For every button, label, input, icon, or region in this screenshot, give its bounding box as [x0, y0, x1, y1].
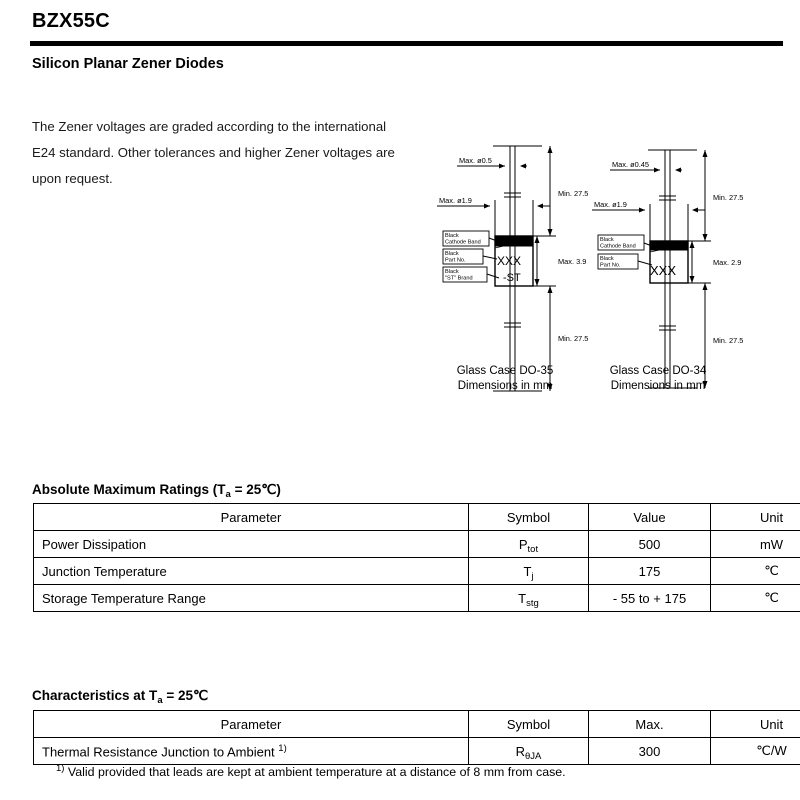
do34-caption-line1: Glass Case DO-34 [609, 365, 707, 377]
table-row [34, 738, 800, 765]
page-title: BZX55C [32, 10, 110, 32]
amr-heading-subscript: a [225, 489, 231, 500]
cell-parameter-footnote-marker: 1) [278, 742, 287, 754]
column-header-parameter: Parameter [34, 711, 469, 738]
page-subtitle: Silicon Planar Zener Diodes [32, 56, 224, 72]
cell-symbol [469, 558, 589, 585]
symbol-subscript: tot [527, 543, 539, 555]
do35-body-length-label: Max. 3.9 [558, 257, 587, 266]
column-header-max: Max. [589, 711, 711, 738]
char-heading-pre: Characteristics at T [32, 688, 158, 703]
symbol-base: T [523, 563, 532, 579]
column-header-parameter: Parameter [34, 504, 469, 531]
do35-body-marking-primary: XXX [497, 254, 522, 268]
cell-symbol [469, 585, 589, 612]
column-header-unit: Unit [711, 504, 800, 531]
do35-caption [425, 364, 585, 394]
do35-caption-line1: Glass Case DO-35 [456, 365, 554, 377]
do34-caption [578, 364, 738, 394]
cell-unit: ℃ [711, 558, 800, 585]
footnote [56, 763, 566, 779]
do34-callout-partno-line1: Black [600, 256, 614, 262]
table-row [34, 558, 800, 585]
amr-heading-pre: Absolute Maximum Ratings (T [32, 482, 226, 497]
table-header-row [34, 711, 800, 738]
footnote-text: Valid provided that leads are kept at ambient temperature at a distance of 8 mm from case. [64, 765, 566, 780]
column-header-unit: Unit [711, 711, 800, 738]
do35-top-lead-length-label: Min. 27.5 [558, 189, 589, 198]
char-heading-subscript: a [157, 695, 163, 706]
do34-callout-cathode-band-line1: Black [600, 237, 614, 243]
column-header-symbol: Symbol [469, 504, 589, 531]
table-row [34, 585, 800, 612]
do35-callout-cathode-band-line2: Cathode Band [445, 239, 481, 246]
cell-value: 175 [589, 558, 711, 585]
symbol-base: T [518, 590, 527, 606]
package-drawing-do35 [437, 138, 597, 400]
do35-callout-partno-line1: Black [445, 251, 459, 257]
cell-parameter: Power Dissipation [34, 531, 469, 558]
cell-unit: ℃/W [711, 738, 800, 765]
cell-unit: ℃ [711, 585, 800, 612]
do34-caption-line2: Dimensions in mm [610, 380, 706, 392]
cell-value: 500 [589, 531, 711, 558]
do35-outline-svg [437, 138, 597, 400]
do35-body-marking-secondary: -ST [503, 272, 521, 284]
cell-symbol [469, 738, 589, 765]
symbol-subscript: stg [526, 597, 539, 609]
do35-callout-brand-line2: "ST" Brand [445, 275, 473, 282]
do35-callout-brand-line1: Black [445, 269, 459, 275]
footnote-marker: 1) [56, 763, 65, 774]
characteristics-heading [32, 688, 208, 704]
do35-lead-dia-label: Max. ø0.5 [459, 156, 492, 165]
do35-caption-line2: Dimensions in mm [457, 380, 553, 392]
do35-callout-cathode-band-line1: Black [445, 233, 459, 239]
do34-body-marking-primary: XXX [650, 263, 677, 278]
absolute-maximum-ratings-table [33, 503, 800, 612]
do34-callout-cathode-band-line2: Cathode Band [600, 243, 636, 250]
do34-body-dia-label: Max. ø1.9 [594, 200, 627, 209]
column-header-value: Value [589, 504, 711, 531]
do34-callout-partno-line2: Part No. [600, 262, 621, 269]
symbol-subscript: θJA [525, 750, 542, 762]
cell-symbol [469, 531, 589, 558]
table-header-row [34, 504, 800, 531]
table-row [34, 531, 800, 558]
do34-body-length-label: Max. 2.9 [713, 258, 742, 267]
cell-parameter: Storage Temperature Range [34, 585, 469, 612]
column-header-symbol: Symbol [469, 711, 589, 738]
do35-callout-partno-line2: Part No. [445, 257, 466, 264]
amr-heading-post: = 25℃) [230, 482, 281, 497]
characteristics-table [33, 710, 800, 765]
cell-unit: mW [711, 531, 800, 558]
intro-paragraph: The Zener voltages are graded according to the international E24 standard. Other tolerances and higher Zener voltages are upon request. [32, 119, 395, 186]
cell-value: - 55 to + 175 [589, 585, 711, 612]
symbol-base: P [518, 536, 528, 552]
symbol-subscript: j [531, 570, 534, 582]
do35-body-dia-label: Max. ø1.9 [439, 196, 472, 205]
absolute-maximum-ratings-heading [32, 482, 281, 498]
char-heading-post: = 25℃ [162, 688, 209, 703]
do35-bottom-lead-length-label: Min. 27.5 [558, 334, 589, 343]
cell-parameter: Junction Temperature [34, 558, 469, 585]
symbol-base: R [515, 743, 525, 759]
do34-bottom-lead-length-label: Min. 27.5 [713, 336, 744, 345]
do34-lead-dia-label: Max. ø0.45 [612, 160, 649, 169]
cell-parameter [34, 738, 469, 765]
do34-top-lead-length-label: Min. 27.5 [713, 193, 744, 202]
do34-outline-svg [592, 138, 752, 400]
cell-parameter-text: Thermal Resistance Junction to Ambient [42, 744, 275, 760]
cell-value: 300 [589, 738, 711, 765]
package-drawing-do34 [592, 138, 752, 400]
header-divider [30, 41, 783, 46]
